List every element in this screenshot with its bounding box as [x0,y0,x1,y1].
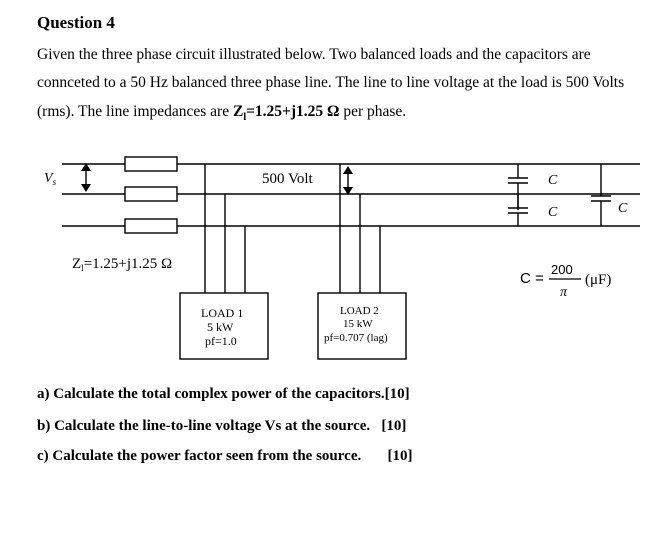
line3-suffix: per phase. [343,103,407,120]
cap-formula-lhs: C = [520,270,544,287]
line-impedance-box-a [125,157,177,171]
load2-power: 15 kW [343,318,373,330]
cap-formula-denominator: π [560,285,568,300]
part-a [37,386,410,403]
impedance-label: $Z_l=1.25+j1.25$ Ω [72,256,173,273]
line-impedance-box-c [125,219,177,233]
cap-formula-numerator: 200 [551,262,573,277]
question-text-line-2: connceted to a 50 Hz balanced three phase line. The line to line voltage at the load is 500 Volts [37,74,625,91]
line-impedance-symbol: $Z_l$ [232,103,247,124]
line-impedance-value: =1.25+j1.25 Ω [246,103,340,120]
question-text-line-1: Given the three phase circuit illustrated below. Two balanced loads and the capacitors are [37,46,591,63]
source-voltage-label: $V_s$ [44,171,57,187]
part-c [37,448,412,465]
load1-pf: pf=1.0 [205,334,237,348]
load2-name: LOAD 2 [340,305,379,317]
part-c-text: c) Calculate the power factor seen from the source. [37,448,362,464]
part-b [37,418,406,435]
capacitor-label-1: C [548,173,558,188]
part-a-marks: [10] [384,386,410,402]
load1-power: 5 kW [207,320,234,334]
part-b-text: b) Calculate the line-to-line voltage Vs at the source. [37,418,371,434]
load1-name: LOAD 1 [201,306,244,320]
load-voltage-label: 500 Volt [262,171,313,187]
question-text-line-3 [37,103,406,123]
part-c-marks: [10] [387,448,413,464]
load2-pf: pf=0.707 (lag) [324,332,388,344]
line-impedance-box-b [125,187,177,201]
question-title: Question 4 [37,13,115,32]
line3-prefix: (rms). The line impedances are [37,103,230,120]
circuit-diagram [0,150,671,370]
capacitor-label-2: C [548,205,558,220]
capacitor-label-3: C [618,201,628,216]
part-a-text: a) Calculate the total complex power of the capacitors. [37,386,385,402]
cap-formula-unit: (μF) [585,272,612,288]
part-b-marks: [10] [381,418,407,434]
